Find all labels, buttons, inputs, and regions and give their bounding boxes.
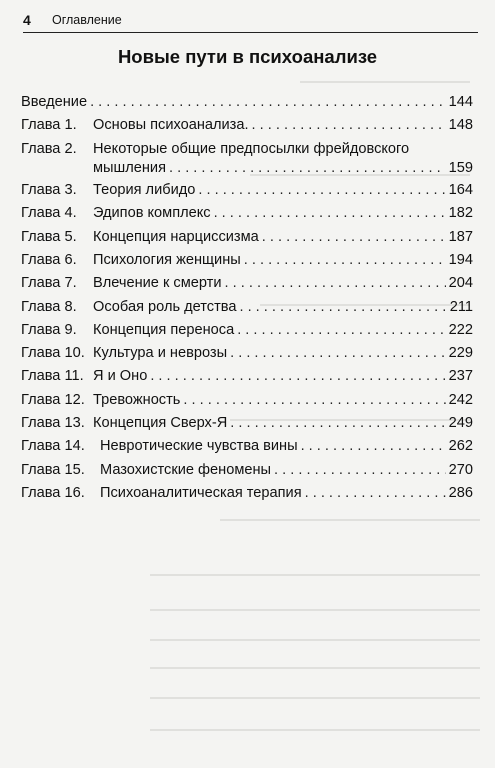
toc-entry-page: 204	[448, 275, 473, 292]
toc-entry-label: Глава 13.	[21, 415, 85, 432]
toc-entry-title: Некоторые общие предпосылки фрейдовского	[93, 140, 410, 157]
dot-leader	[274, 460, 446, 480]
dot-leader	[262, 227, 446, 247]
dot-leader	[169, 158, 446, 178]
toc-entry-label: Глава 7.	[21, 275, 77, 292]
toc-entry-title: Психоаналитическая терапия	[100, 484, 302, 501]
toc-entry-page: 229	[448, 345, 473, 362]
toc-entry-chapter-3[interactable]	[21, 180, 473, 203]
toc-entry-page: 144	[448, 94, 473, 110]
toc-entry-page: 222	[448, 321, 473, 338]
toc-entry-title: Психология женщины	[93, 251, 241, 268]
toc-entry-chapter-1[interactable]	[21, 115, 473, 138]
toc-entry-label: Глава 1.	[21, 117, 77, 134]
dot-leader	[244, 250, 446, 270]
dot-leader	[150, 366, 445, 386]
toc-entry-introduction[interactable]	[21, 92, 473, 115]
toc-entry-label: Глава 11.	[21, 368, 84, 385]
dot-leader	[183, 390, 445, 410]
toc-entry-page: 270	[448, 461, 473, 478]
toc-entry-title-continued: мышления	[93, 159, 166, 176]
toc-entry-label: Глава 6.	[21, 251, 77, 268]
toc-entry-label: Глава 4.	[21, 205, 77, 222]
dot-leader	[239, 297, 446, 317]
toc-entry-title: Невротические чувства вины	[100, 438, 298, 455]
toc-entry-page: 242	[448, 391, 473, 408]
dot-leader	[225, 273, 446, 293]
running-head: Оглавление	[52, 13, 122, 27]
dot-leader	[90, 92, 446, 112]
toc-entry-chapter-8[interactable]	[21, 297, 473, 320]
toc-entry-title: Введение	[21, 94, 88, 110]
section-title: Новые пути в психоанализе	[117, 46, 378, 67]
toc-entry-label: Глава 12.	[21, 391, 85, 408]
page-header	[23, 10, 478, 33]
toc-entry-title: Концепция нарциссизма	[93, 228, 259, 245]
dot-leader	[237, 320, 445, 340]
toc-entry-label: Глава 2.	[21, 140, 77, 157]
toc-entry-chapter-6[interactable]	[21, 250, 473, 273]
toc-entry-chapter-15[interactable]	[21, 460, 473, 483]
toc-entry-chapter-14[interactable]	[21, 436, 473, 459]
toc-entry-title: Тревожность	[93, 391, 181, 408]
toc-entry-chapter-16[interactable]	[21, 483, 473, 506]
toc-entry-chapter-11[interactable]	[21, 366, 473, 389]
toc-entry-chapter-12[interactable]	[21, 390, 473, 413]
dot-leader	[214, 203, 446, 223]
toc-entry-page: 182	[448, 205, 473, 222]
toc-entry-page: 194	[448, 251, 473, 268]
toc-entry-chapter-4[interactable]	[21, 203, 473, 226]
toc-entry-page: 262	[448, 438, 473, 455]
toc-entry-title: Мазохистские феномены	[100, 461, 272, 478]
toc-entry-page: 286	[448, 484, 473, 501]
toc-entry-page: 187	[448, 228, 473, 245]
dot-leader	[252, 115, 446, 135]
toc-entry-label: Глава 10.	[21, 345, 85, 362]
toc-entry-title: Основы психоанализа.	[93, 117, 249, 134]
toc-entry-label: Глава 8.	[21, 298, 77, 315]
toc-entry-label: Глава 16.	[21, 484, 85, 501]
toc-entry-label: Глава 3.	[21, 182, 77, 199]
toc-entry-label: Глава 14.	[21, 438, 85, 455]
toc-entry-chapter-9[interactable]	[21, 320, 473, 343]
dot-leader	[305, 483, 446, 503]
toc-entry-page: 164	[448, 182, 473, 199]
toc-entry-label: Глава 5.	[21, 228, 77, 245]
toc-entry-title: Эдипов комплекс	[93, 205, 211, 222]
toc-entry-title: Теория либидо	[93, 182, 196, 199]
dot-leader	[301, 436, 446, 456]
toc-entry-label: Глава 9.	[21, 321, 77, 338]
toc-entry-chapter-10[interactable]	[21, 343, 473, 366]
toc-entry-page: 148	[448, 117, 473, 134]
toc-entry-chapter-2[interactable]	[21, 139, 473, 181]
toc-entry-chapter-5[interactable]	[21, 227, 473, 250]
dot-leader	[230, 343, 446, 363]
toc-entry-title: Особая роль детства	[93, 298, 237, 315]
toc-entry-title: Я и Оно	[93, 368, 148, 385]
toc-entry-title: Концепция переноса	[93, 321, 235, 338]
toc-entry-title: Влечение к смерти	[93, 275, 222, 292]
toc-entry-page: 249	[448, 415, 473, 432]
toc-entry-page: 159	[448, 159, 473, 176]
toc-entry-page: 211	[449, 298, 473, 315]
toc-entry-chapter-7[interactable]	[21, 273, 473, 296]
toc-entry-title: Культура и неврозы	[93, 345, 228, 362]
table-of-contents	[21, 92, 473, 506]
toc-entry-page: 237	[448, 368, 473, 385]
toc-entry-label: Глава 15.	[21, 461, 85, 478]
toc-entry-chapter-13[interactable]	[21, 413, 473, 436]
toc-entry-title: Концепция Сверх-Я	[93, 415, 228, 432]
page-number: 4	[23, 12, 31, 28]
dot-leader	[198, 180, 445, 200]
dot-leader	[230, 413, 445, 433]
